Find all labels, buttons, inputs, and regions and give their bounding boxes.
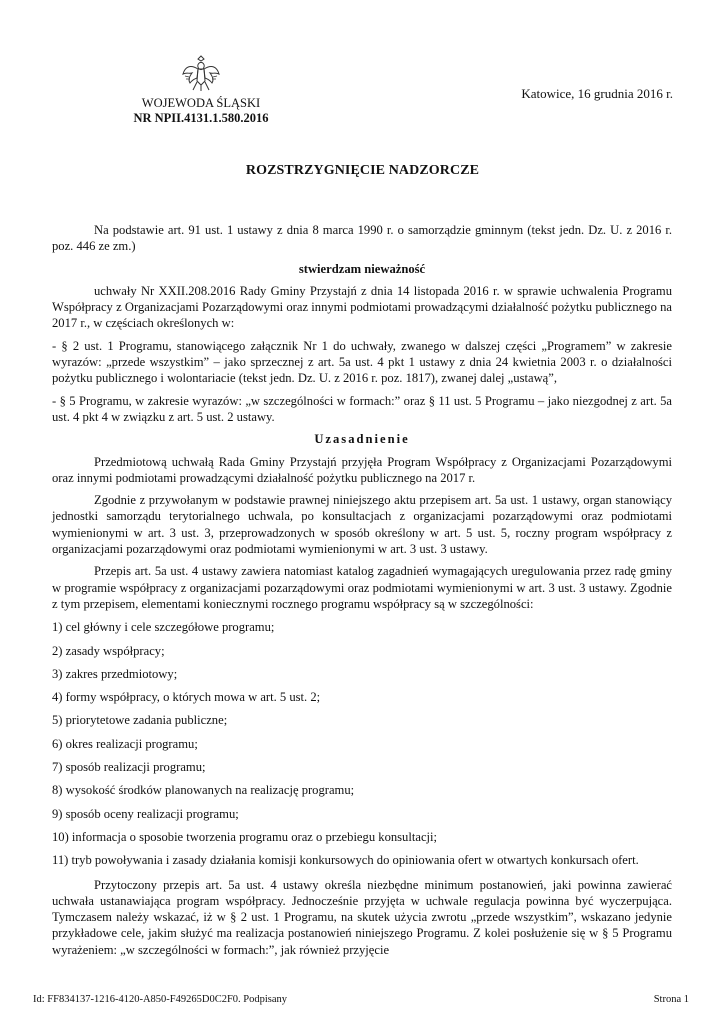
eagle-emblem-icon — [180, 52, 222, 94]
page-number: Strona 1 — [653, 994, 689, 1005]
list-item: 11) tryb powoływania i zasady działania komisji konkursowych do opiniowania ofert w otwartych konkursach ofert. — [52, 853, 639, 868]
list-item: 1) cel główny i cele szczegółowe programu; — [52, 620, 275, 635]
list-item: 4) formy współpracy, o których mowa w art. 5 ust. 2; — [52, 690, 321, 705]
required-elements-list — [52, 619, 672, 868]
decision-point-2: - § 5 Programu, w zakresie wyrazów: „w szczególności w formach:” oraz § 11 ust. 5 Programu – jako niezgodnej z art. 5a ust. 4 pkt 4 w związku z art. 5 ust. 2 ustawy. — [52, 393, 672, 424]
list-item: 8) wysokość środków planowanych na realizację programu; — [52, 783, 355, 798]
justification-paragraph-1: Przedmiotową uchwałą Rada Gminy Przystajń przyjęła Program Współpracy z Organizacjami Pozarządowymi oraz innymi podmiotami prowadzącymi działalność pożytku publicznego na 2017 r. — [52, 454, 672, 485]
list-item: 7) sposób realizacji programu; — [52, 760, 206, 775]
legal-basis-paragraph: Na podstawie art. 91 ust. 1 ustawy z dnia 8 marca 1990 r. o samorządzie gminnym (tekst jedn. Dz. U. z 2016 r. poz. 446 ze zm.) — [52, 223, 672, 254]
document-title: ROZSTRZYGNIĘCIE NADZORCZE — [245, 163, 480, 178]
document-body — [52, 222, 672, 958]
list-item: 6) okres realizacji programu; — [52, 736, 198, 751]
list-item: 9) sposób oceny realizacji programu; — [52, 806, 239, 821]
decision-paragraph: uchwały Nr XXII.208.2016 Rady Gminy Przystajń z dnia 14 listopada 2016 r. w sprawie uchwalenia Programu Współpracy z Organizacjami Pozarządowymi oraz innymi podmiotami prowadzącymi działalność pożytku publicznego na 2017 r., w częściach określonych w: — [52, 283, 672, 331]
justification-paragraph-4: Przytoczony przepis art. 5a ust. 4 ustawy określa niezbędne minimum postanowień, jaki powinna zawierać uchwała ustanawiająca program współpracy. Jednocześnie przyjęta w uchwale regulacja powinna być wyczerpująca. Tymczasem należy wskazać, iż w § 2 ust. 1 Programu, na skutek użycia zwrotu „przede wszystkim”, wskazano jedynie przykładowe cele, jakim służyć ma realizacja postanowień niniejszego Programu. Z kolei posłużenie się w § 5 Programu wyrażeniem: „w szczególności w formach:”, jak również przyjęcie — [52, 877, 672, 957]
justification-paragraph-2: Zgodnie z przywołanym w podstawie prawnej niniejszego aktu przepisem art. 5a ust. 1 ustawy, organ stanowiący jednostki samorządu terytorialnego uchwala, po konsultacjach z organizacjami pozarządowymi oraz podmiotami wymienionymi w art. 3 ust. 3, przeprowadzonych w sposób określony w art. 5 ust. 5, roczny program współpracy z organizacjami pozarządowymi oraz podmiotami wymienionymi w art. 3 ust. 3 ustawy. — [52, 493, 672, 557]
decision-heading: stwierdzam nieważność — [298, 261, 426, 276]
list-item: 5) priorytetowe zadania publiczne; — [52, 713, 228, 728]
justification-paragraph-3: Przepis art. 5a ust. 4 ustawy zawiera natomiast katalog zagadnień wymagających uregulowania przez radę gminy w programie współpracy z organizacjami pozarządowymi oraz podmiotami wymienionymi w art. 3 ust. 3 ustawy. Zgodnie z tym przepisem, elementami koniecznymi rocznego programu współpracy są w szczególności: — [52, 564, 672, 611]
document-id: Id: FF834137-1216-4120-A850-F49265D0C2F0. Podpisany — [33, 994, 288, 1005]
justification-heading: Uzasadnienie — [314, 432, 410, 447]
list-item: 2) zasady współpracy; — [52, 643, 165, 658]
list-item: 3) zakres przedmiotowy; — [52, 666, 178, 681]
list-item: 10) informacja o sposobie tworzenia programu oraz o przebiegu konsultacji; — [52, 829, 438, 844]
decision-point-1: - § 2 ust. 1 Programu, stanowiącego załącznik Nr 1 do uchwały, zwanego w dalszej części „Programem” w zakresie wyrazów: „przede wszystkim” – jako sprzecznej z art. 5a ust. 4 pkt 1 ustawy z dnia 24 kwietnia 2003 r. o działalności pożytku publicznego i wolontariacie (tekst jedn. Dz. U. z 2016 r. poz. 1817), zwanej dalej „ustawą”, — [52, 338, 672, 386]
issuer-office: WOJEWODA ŚLĄSKI — [141, 96, 261, 110]
document-date: Katowice, 16 grudnia 2016 r. — [521, 86, 673, 101]
issuer-block — [118, 52, 284, 126]
reference-number: NR NPII.4131.1.580.2016 — [133, 111, 269, 125]
